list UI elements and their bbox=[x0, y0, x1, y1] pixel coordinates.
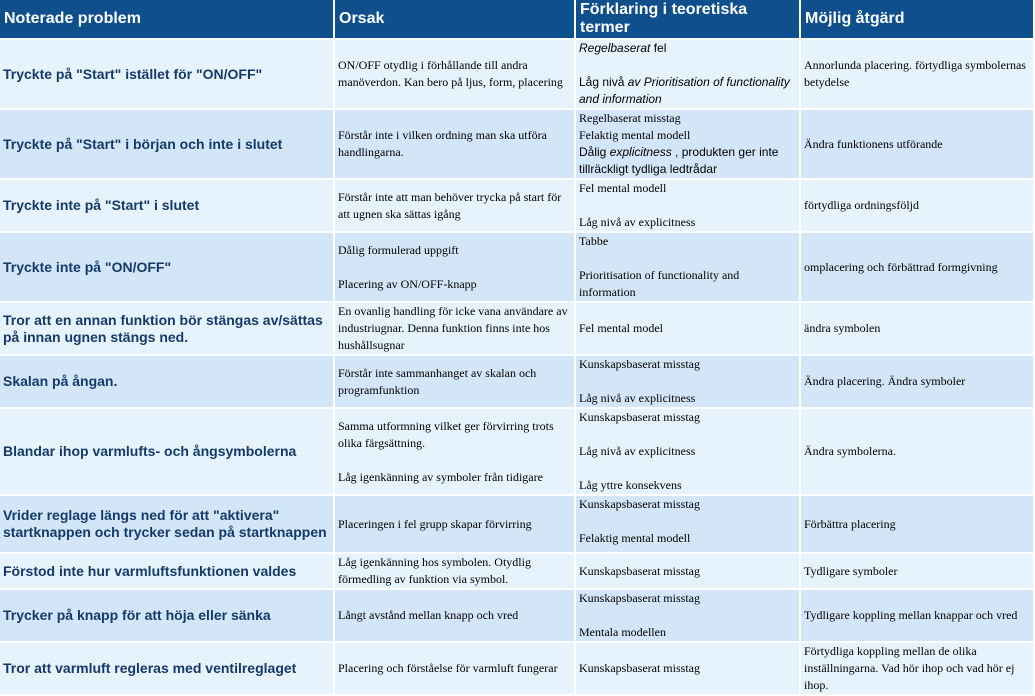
table-row bbox=[0, 356, 1035, 409]
cause-cell: Förstår inte sammanhanget av skalan och programfunktion bbox=[335, 356, 576, 409]
explanation-cell bbox=[576, 110, 801, 180]
action-cell: ändra symbolen bbox=[801, 303, 1035, 356]
explanation-cell bbox=[576, 40, 801, 110]
explanation-cell bbox=[576, 180, 801, 233]
explanation-cell bbox=[576, 409, 801, 496]
table-row bbox=[0, 40, 1035, 110]
explanation-term: Regelbaserat bbox=[579, 41, 651, 55]
explanation-line: Kunskapsbaserat misstag bbox=[579, 410, 700, 424]
cause-cell bbox=[335, 233, 576, 303]
cause-cell: Låg igenkänning hos symbolen. Otydlig förmedling av funktion via symbol. bbox=[335, 554, 576, 590]
action-cell: Tydligare symboler bbox=[801, 554, 1035, 590]
problem-cell: Tryckte på "Start" istället för "ON/OFF" bbox=[0, 40, 335, 110]
explanation-line: Regelbaserat misstag bbox=[579, 111, 681, 125]
cause-cell: En ovanlig handling för icke vana användare av industriugnar. Denna funktion finns inte hos hushållsugnar bbox=[335, 303, 576, 356]
header-problem: Noterade problem bbox=[0, 0, 335, 40]
action-cell: Förbättra placering bbox=[801, 496, 1035, 554]
cause-line: Låg igenkänning av symboler från tidigare bbox=[338, 469, 543, 484]
action-cell: Tydligare koppling mellan knappar och vred bbox=[801, 590, 1035, 643]
explanation-text: Låg nivå bbox=[579, 75, 628, 89]
table-row bbox=[0, 409, 1035, 496]
explanation-cell: Fel mental model bbox=[576, 303, 801, 356]
explanation-line: Felaktig mental modell bbox=[579, 531, 691, 545]
explanation-cell bbox=[576, 590, 801, 643]
explanation-line: Låg nivå av explicitness bbox=[579, 444, 696, 458]
table-row bbox=[0, 496, 1035, 554]
cause-cell: Placeringen i fel grupp skapar förvirring bbox=[335, 496, 576, 554]
explanation-line: Fel mental modell bbox=[579, 181, 667, 195]
cause-line: Samma utformning vilket ger förvirring trots olika färgsättning. bbox=[338, 418, 554, 450]
cause-cell: Förstår inte i vilken ordning man ska utföra handlingarna. bbox=[335, 110, 576, 180]
action-cell: förtydliga ordningsföljd bbox=[801, 180, 1035, 233]
explanation-line bbox=[579, 144, 796, 178]
explanation-cell bbox=[576, 356, 801, 409]
table-row bbox=[0, 554, 1035, 590]
table-row bbox=[0, 180, 1035, 233]
cause-cell: Placering och förståelse för varmluft fungerar bbox=[335, 643, 576, 696]
action-cell: Ändra placering. Ändra symboler bbox=[801, 356, 1035, 409]
header-cause: Orsak bbox=[335, 0, 576, 40]
explanation-text: Dålig bbox=[579, 145, 610, 159]
cause-line: Dålig formulerad uppgift bbox=[338, 242, 459, 257]
header-explanation: Förklaring i teoretiska termer bbox=[576, 0, 801, 40]
explanation-text: av bbox=[627, 75, 641, 89]
explanation-cell bbox=[576, 496, 801, 554]
explanation-cell: Kunskapsbaserat misstag bbox=[576, 643, 801, 696]
explanation-line bbox=[579, 40, 796, 57]
explanation-line: Kunskapsbaserat misstag bbox=[579, 591, 700, 605]
action-cell: Ändra funktionens utförande bbox=[801, 110, 1035, 180]
explanation-cell: Kunskapsbaserat misstag bbox=[576, 554, 801, 590]
table-row bbox=[0, 233, 1035, 303]
problem-cell: Trycker på knapp för att höja eller sänka bbox=[0, 590, 335, 643]
explanation-line: Felaktig mental modell bbox=[579, 128, 691, 142]
action-cell: Ändra symbolerna. bbox=[801, 409, 1035, 496]
explanation-line: Mentala modellen bbox=[579, 625, 666, 639]
explanation-line: Låg nivå av explicitness bbox=[579, 215, 696, 229]
problem-cell: Blandar ihop varmlufts- och ångsymbolerna bbox=[0, 409, 335, 496]
explanation-term: explicitness bbox=[609, 145, 672, 159]
problem-cell: Tror att varmluft regleras med ventilreglaget bbox=[0, 643, 335, 696]
header-action: Möjlig åtgärd bbox=[801, 0, 1035, 40]
cause-cell: ON/OFF otydlig i förhållande till andra manöverdon. Kan bero på ljus, form, placering bbox=[335, 40, 576, 110]
table-row bbox=[0, 303, 1035, 356]
explanation-line: Låg yttre konsekvens bbox=[579, 478, 682, 492]
table-header-row bbox=[0, 0, 1035, 40]
action-cell: Förtydliga koppling mellan de olika inställningarna. Vad hör ihop och vad hör ej ihop. bbox=[801, 643, 1035, 696]
explanation-line: Prioritisation of functionality and information bbox=[579, 268, 740, 299]
problem-cell: Skalan på ångan. bbox=[0, 356, 335, 409]
explanation-line bbox=[579, 74, 796, 108]
explanation-text: , produkten ger inte tillräckligt tydliga ledtrådar bbox=[579, 145, 779, 176]
explanation-text: fel bbox=[650, 41, 667, 55]
cause-line: Placering av ON/OFF-knapp bbox=[338, 276, 477, 291]
explanation-line: Kunskapsbaserat misstag bbox=[579, 357, 700, 371]
action-cell: omplacering och förbättrad formgivning bbox=[801, 233, 1035, 303]
problem-cell: Tror att en annan funktion bör stängas av/sättas på innan ugnen stängs ned. bbox=[0, 303, 335, 356]
problem-cell: Vrider reglage längs ned för att "aktivera" startknappen och trycker sedan på startknappen bbox=[0, 496, 335, 554]
problem-cell: Förstod inte hur varmluftsfunktionen valdes bbox=[0, 554, 335, 590]
explanation-line: Låg nivå av explicitness bbox=[579, 391, 696, 405]
cause-cell bbox=[335, 409, 576, 496]
action-cell: Annorlunda placering. förtydliga symbolernas betydelse bbox=[801, 40, 1035, 110]
cause-cell: Förstår inte att man behöver trycka på start för att ugnen ska sättas igång bbox=[335, 180, 576, 233]
explanation-cell bbox=[576, 233, 801, 303]
explanation-line: Kunskapsbaserat misstag bbox=[579, 497, 700, 511]
problem-cell: Tryckte inte på "ON/OFF" bbox=[0, 233, 335, 303]
explanation-term: Prioritisation of functionality and information bbox=[579, 75, 790, 106]
cause-cell: Långt avstånd mellan knapp och vred bbox=[335, 590, 576, 643]
table-row bbox=[0, 643, 1035, 696]
table-row bbox=[0, 110, 1035, 180]
problem-cell: Tryckte inte på "Start" i slutet bbox=[0, 180, 335, 233]
problem-cell: Tryckte på "Start" i början och inte i slutet bbox=[0, 110, 335, 180]
explanation-line: Tabbe bbox=[579, 234, 609, 248]
table-row bbox=[0, 590, 1035, 643]
